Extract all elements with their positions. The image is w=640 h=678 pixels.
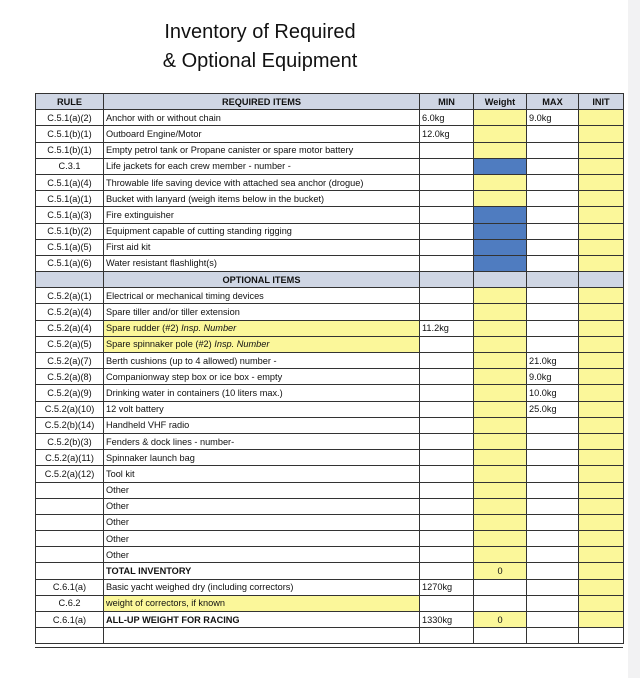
max-cell xyxy=(527,288,579,304)
max-cell xyxy=(527,531,579,547)
total-init-field[interactable] xyxy=(579,563,624,579)
rule-cell: C.5.1(a)(6) xyxy=(36,255,104,271)
required-item-row xyxy=(36,191,624,207)
item-label: 12 volt battery xyxy=(106,404,164,415)
rule-cell xyxy=(36,547,104,563)
init-field[interactable] xyxy=(579,223,624,239)
min-cell xyxy=(420,207,474,223)
init-field[interactable] xyxy=(579,385,624,401)
item-cell xyxy=(104,158,420,174)
min-cell xyxy=(420,239,474,255)
max-cell xyxy=(527,223,579,239)
max-cell xyxy=(527,433,579,449)
optional-item-row xyxy=(36,320,624,336)
max-cell xyxy=(527,142,579,158)
blank-footer-row xyxy=(36,628,624,644)
required-item-row xyxy=(36,207,624,223)
item-cell xyxy=(104,288,420,304)
min-cell xyxy=(420,466,474,482)
item-label: Fenders & dock lines - number- xyxy=(106,436,235,447)
max-cell xyxy=(527,126,579,142)
item-cell xyxy=(104,466,420,482)
header-rule: RULE xyxy=(36,94,104,110)
item-label: Equipment capable of cutting standing rigging xyxy=(106,226,292,237)
item-label: Companionway step box or ice box - empty xyxy=(106,371,283,382)
min-cell xyxy=(420,142,474,158)
basic-label: Basic yacht weighed dry (including correctors) xyxy=(104,579,420,595)
init-field[interactable] xyxy=(579,191,624,207)
item-label: Spinnaker launch bag xyxy=(106,452,195,463)
min-cell xyxy=(420,385,474,401)
item-cell xyxy=(104,385,420,401)
item-label: Drinking water in containers (10 liters max.) xyxy=(106,387,283,398)
item-label: Life jackets for each crew member - number - xyxy=(106,161,291,172)
min-cell xyxy=(420,288,474,304)
weight-field[interactable] xyxy=(474,369,527,385)
min-cell xyxy=(420,498,474,514)
rule-cell: C.5.2(a)(1) xyxy=(36,288,104,304)
header-max: MAX xyxy=(527,94,579,110)
min-cell xyxy=(420,482,474,498)
min-cell xyxy=(420,158,474,174)
init-field[interactable] xyxy=(579,369,624,385)
total-weight-field[interactable]: 0 xyxy=(474,563,527,579)
max-cell xyxy=(527,450,579,466)
init-field[interactable] xyxy=(579,158,624,174)
rule-cell: C.5.2(a)(12) xyxy=(36,466,104,482)
item-cell xyxy=(104,547,420,563)
weight-field xyxy=(474,239,527,255)
min-cell: 11.2kg xyxy=(420,320,474,336)
required-item-row xyxy=(36,126,624,142)
item-cell xyxy=(104,255,420,271)
item-label: Bucket with lanyard (weigh items below in the bucket) xyxy=(106,193,325,204)
rule-cell: C.5.2(b)(3) xyxy=(36,433,104,449)
max-cell: 10.0kg xyxy=(527,385,579,401)
rule-cell: C.5.2(a)(5) xyxy=(36,336,104,352)
correctors-label[interactable]: weight of correctors, if known xyxy=(104,595,420,611)
item-cell xyxy=(104,417,420,433)
item-cell xyxy=(104,369,420,385)
allup-init-field[interactable] xyxy=(579,612,624,628)
max-cell: 9.0kg xyxy=(527,369,579,385)
item-cell xyxy=(104,304,420,320)
weight-field xyxy=(474,207,527,223)
item-label: Empty petrol tank or Propane canister or spare motor battery xyxy=(106,145,354,156)
init-field[interactable] xyxy=(579,482,624,498)
header-required-items: REQUIRED ITEMS xyxy=(104,94,420,110)
weight-field[interactable] xyxy=(474,531,527,547)
optional-item-row xyxy=(36,482,624,498)
weight-field[interactable] xyxy=(474,466,527,482)
weight-field[interactable] xyxy=(474,320,527,336)
init-field[interactable] xyxy=(579,239,624,255)
weight-field[interactable] xyxy=(474,304,527,320)
rule-cell: C.5.2(a)(7) xyxy=(36,353,104,369)
weight-field[interactable] xyxy=(474,126,527,142)
item-cell xyxy=(104,353,420,369)
weight-field[interactable] xyxy=(474,547,527,563)
total-inventory-row xyxy=(36,563,624,579)
item-label: Spare rudder (#2) xyxy=(106,323,182,334)
item-cell xyxy=(104,191,420,207)
weight-field[interactable] xyxy=(474,336,527,352)
min-cell xyxy=(420,191,474,207)
bottom-rule-line xyxy=(35,647,623,648)
rule-cell: C.5.1(a)(1) xyxy=(36,191,104,207)
weight-field[interactable] xyxy=(474,385,527,401)
init-field[interactable] xyxy=(579,174,624,190)
rule-cell: C.5.1(b)(1) xyxy=(36,142,104,158)
item-cell xyxy=(104,174,420,190)
title-line-1: Inventory of Required xyxy=(164,21,356,43)
optional-item-row xyxy=(36,450,624,466)
optional-item-row xyxy=(36,498,624,514)
weight-field[interactable] xyxy=(474,514,527,530)
item-cell[interactable] xyxy=(104,336,420,352)
required-items-body xyxy=(36,110,624,272)
optional-rule-cell xyxy=(36,272,104,288)
required-item-row xyxy=(36,158,624,174)
optional-item-row xyxy=(36,385,624,401)
weight-field[interactable] xyxy=(474,417,527,433)
optional-item-row xyxy=(36,433,624,449)
optional-item-row xyxy=(36,401,624,417)
max-cell xyxy=(527,482,579,498)
rule-cell xyxy=(36,498,104,514)
min-cell xyxy=(420,353,474,369)
optional-item-row xyxy=(36,336,624,352)
weight-field[interactable] xyxy=(474,482,527,498)
max-cell xyxy=(527,498,579,514)
optional-section-row xyxy=(36,272,624,288)
min-cell xyxy=(420,336,474,352)
init-field[interactable] xyxy=(579,417,624,433)
header-min: MIN xyxy=(420,94,474,110)
min-cell xyxy=(420,304,474,320)
item-cell xyxy=(104,223,420,239)
insp-number-label: Insp. Number xyxy=(214,339,270,350)
item-label: Anchor with or without chain xyxy=(106,112,221,123)
max-cell xyxy=(527,547,579,563)
weight-field xyxy=(474,255,527,271)
max-cell: 9.0kg xyxy=(527,110,579,126)
item-cell xyxy=(104,207,420,223)
required-item-row xyxy=(36,142,624,158)
rule-cell: C.5.1(b)(1) xyxy=(36,126,104,142)
total-inventory-label: TOTAL INVENTORY xyxy=(104,563,420,579)
weight-field[interactable] xyxy=(474,191,527,207)
item-label: Other xyxy=(106,549,129,560)
item-label: Other xyxy=(106,485,129,496)
item-label: Throwable life saving device with attached sea anchor (drogue) xyxy=(106,177,364,188)
allup-label: ALL-UP WEIGHT FOR RACING xyxy=(104,612,420,628)
min-cell xyxy=(420,531,474,547)
max-cell xyxy=(527,514,579,530)
optional-items-body xyxy=(36,288,624,563)
item-cell xyxy=(104,126,420,142)
max-cell xyxy=(527,320,579,336)
init-field[interactable] xyxy=(579,110,624,126)
required-item-row xyxy=(36,223,624,239)
allup-weight-field[interactable]: 0 xyxy=(474,612,527,628)
correctors-row xyxy=(36,595,624,611)
min-cell xyxy=(420,433,474,449)
init-field[interactable] xyxy=(579,304,624,320)
min-cell xyxy=(420,369,474,385)
rule-cell xyxy=(36,482,104,498)
item-cell xyxy=(104,401,420,417)
weight-field xyxy=(474,158,527,174)
init-field[interactable] xyxy=(579,255,624,271)
init-field[interactable] xyxy=(579,498,624,514)
item-cell xyxy=(104,531,420,547)
item-label: Water resistant flashlight(s) xyxy=(106,258,217,269)
init-field[interactable] xyxy=(579,450,624,466)
header-row xyxy=(36,94,624,110)
rule-cell: C.5.2(a)(9) xyxy=(36,385,104,401)
init-field[interactable] xyxy=(579,466,624,482)
header-init: INIT xyxy=(579,94,624,110)
weight-field[interactable] xyxy=(474,353,527,369)
required-item-row xyxy=(36,239,624,255)
correctors-init-field[interactable] xyxy=(579,595,624,611)
basic-min: 1270kg xyxy=(420,579,474,595)
required-item-row xyxy=(36,174,624,190)
weight-field[interactable] xyxy=(474,401,527,417)
optional-item-row xyxy=(36,369,624,385)
item-cell xyxy=(104,433,420,449)
rule-cell: C.5.1(a)(5) xyxy=(36,239,104,255)
init-field[interactable] xyxy=(579,531,624,547)
rule-cell xyxy=(36,531,104,547)
basic-rule: C.6.1(a) xyxy=(36,579,104,595)
weight-field[interactable] xyxy=(474,142,527,158)
optional-item-row xyxy=(36,417,624,433)
item-label: Berth cushions (up to 4 allowed) number - xyxy=(106,355,277,366)
required-item-row xyxy=(36,255,624,271)
rule-cell: C.5.2(b)(14) xyxy=(36,417,104,433)
init-field[interactable] xyxy=(579,288,624,304)
item-label: Other xyxy=(106,517,129,528)
weight-field xyxy=(474,223,527,239)
required-item-row xyxy=(36,110,624,126)
weight-field[interactable] xyxy=(474,498,527,514)
item-label: Handheld VHF radio xyxy=(106,420,190,431)
item-label: Spare spinnaker pole (#2) xyxy=(106,339,215,350)
init-field[interactable] xyxy=(579,401,624,417)
rule-cell: C.5.1(a)(2) xyxy=(36,110,104,126)
item-cell xyxy=(104,142,420,158)
correctors-rule: C.6.2 xyxy=(36,595,104,611)
min-cell xyxy=(420,401,474,417)
max-cell xyxy=(527,304,579,320)
optional-section-title: OPTIONAL ITEMS xyxy=(104,272,420,288)
basic-yacht-row xyxy=(36,579,624,595)
max-cell xyxy=(527,207,579,223)
basic-init-field[interactable] xyxy=(579,579,624,595)
item-label: Spare tiller and/or tiller extension xyxy=(106,307,240,318)
max-cell xyxy=(527,336,579,352)
optional-item-row xyxy=(36,288,624,304)
max-cell xyxy=(527,191,579,207)
item-cell xyxy=(104,498,420,514)
init-field[interactable] xyxy=(579,336,624,352)
rule-cell: C.5.2(a)(4) xyxy=(36,320,104,336)
rule-cell: C.5.2(a)(10) xyxy=(36,401,104,417)
init-field[interactable] xyxy=(579,433,624,449)
min-cell xyxy=(420,255,474,271)
title-line-2: & Optional Equipment xyxy=(162,50,358,72)
optional-item-row xyxy=(36,466,624,482)
item-label: First aid kit xyxy=(106,242,151,253)
rule-cell: C.3.1 xyxy=(36,158,104,174)
min-cell xyxy=(420,417,474,433)
min-cell: 6.0kg xyxy=(420,110,474,126)
init-field[interactable] xyxy=(579,142,624,158)
init-field[interactable] xyxy=(579,547,624,563)
max-cell xyxy=(527,239,579,255)
min-cell xyxy=(420,547,474,563)
item-label: Electrical or mechanical timing devices xyxy=(106,290,264,301)
item-cell xyxy=(104,450,420,466)
init-field[interactable] xyxy=(579,353,624,369)
rule-cell xyxy=(36,514,104,530)
max-cell xyxy=(527,417,579,433)
allup-rule: C.6.1(a) xyxy=(36,612,104,628)
init-field[interactable] xyxy=(579,207,624,223)
optional-item-row xyxy=(36,304,624,320)
item-cell[interactable] xyxy=(104,320,420,336)
insp-number-label: Insp. Number xyxy=(181,323,237,334)
init-field[interactable] xyxy=(579,514,624,530)
weight-field[interactable] xyxy=(474,174,527,190)
rule-cell: C.5.1(b)(2) xyxy=(36,223,104,239)
allup-min: 1330kg xyxy=(420,612,474,628)
item-cell xyxy=(104,482,420,498)
rule-cell: C.5.2(a)(4) xyxy=(36,304,104,320)
init-field[interactable] xyxy=(579,320,624,336)
item-cell xyxy=(104,110,420,126)
inventory-table xyxy=(35,93,624,644)
rule-cell: C.5.2(a)(11) xyxy=(36,450,104,466)
init-field[interactable] xyxy=(579,126,624,142)
optional-item-row xyxy=(36,531,624,547)
item-label: Outboard Engine/Motor xyxy=(106,128,202,139)
max-cell xyxy=(527,255,579,271)
weight-field[interactable] xyxy=(474,433,527,449)
item-cell xyxy=(104,514,420,530)
rule-cell: C.5.1(a)(3) xyxy=(36,207,104,223)
all-up-weight-row xyxy=(36,612,624,628)
weight-field[interactable] xyxy=(474,288,527,304)
optional-item-row xyxy=(36,353,624,369)
max-cell xyxy=(527,158,579,174)
weight-field[interactable] xyxy=(474,450,527,466)
header-weight: Weight xyxy=(474,94,527,110)
item-label: Other xyxy=(106,533,129,544)
rule-cell: C.5.2(a)(8) xyxy=(36,369,104,385)
item-label: Tool kit xyxy=(106,468,135,479)
page-title xyxy=(120,18,400,76)
max-cell xyxy=(527,466,579,482)
min-cell xyxy=(420,450,474,466)
optional-item-row xyxy=(36,514,624,530)
item-label: Other xyxy=(106,501,129,512)
min-cell xyxy=(420,174,474,190)
max-cell xyxy=(527,174,579,190)
item-label: Fire extinguisher xyxy=(106,209,174,220)
item-cell xyxy=(104,239,420,255)
min-cell: 12.0kg xyxy=(420,126,474,142)
max-cell: 21.0kg xyxy=(527,353,579,369)
optional-item-row xyxy=(36,547,624,563)
max-cell: 25.0kg xyxy=(527,401,579,417)
min-cell xyxy=(420,223,474,239)
rule-cell: C.5.1(a)(4) xyxy=(36,174,104,190)
weight-field[interactable] xyxy=(474,110,527,126)
min-cell xyxy=(420,514,474,530)
